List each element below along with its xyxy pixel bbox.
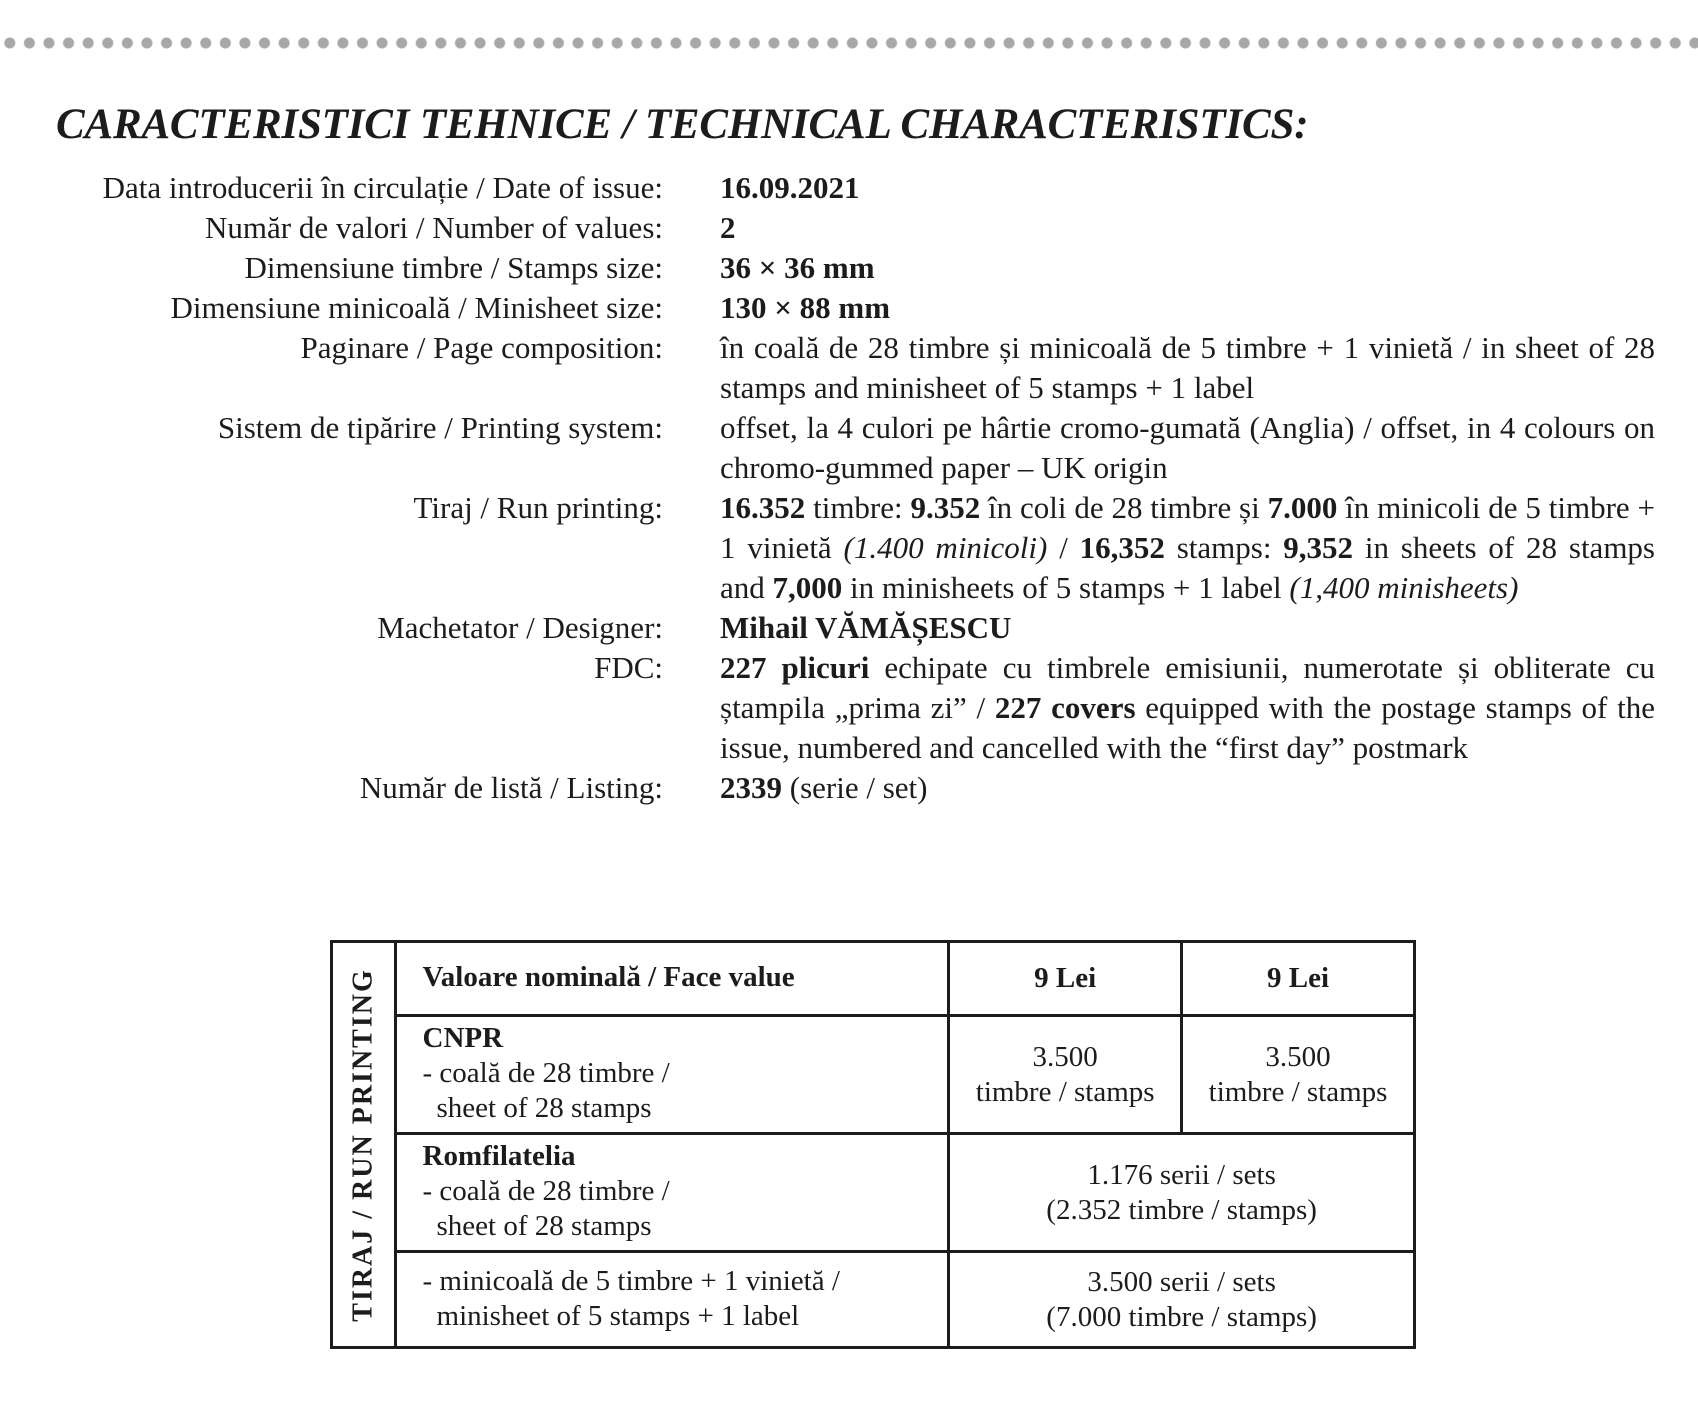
spec-label: Dimensiune timbre / Stamps size: <box>244 250 663 285</box>
cnpr-qty-1 <box>949 1016 1182 1134</box>
run-total-en: 16,352 <box>1079 530 1165 565</box>
run-printing-table <box>330 940 1416 1349</box>
spec-value: Mihail VĂMĂȘESCU <box>720 610 1012 645</box>
page-title: CARACTERISTICI TEHNICE / TECHNICAL CHARACTERISTICS: <box>56 101 1309 148</box>
listing-number: 2339 <box>720 770 782 805</box>
romfilatelia-name: Romfilatelia <box>422 1140 576 1172</box>
cnpr-name: CNPR <box>422 1022 504 1054</box>
spec-label: Număr de listă / Listing: <box>359 770 663 805</box>
spec-value: 2 <box>720 210 736 245</box>
side-label-cell <box>332 942 396 1348</box>
face-value-1: 9 Lei <box>949 942 1182 1016</box>
spec-value: în coală de 28 timbre și minicoală de 5 timbre + 1 vinietă / in sheet of 28 stamps and minisheet of 5 stamps + 1 label <box>720 330 1655 405</box>
romfilatelia-line1: - coală de 28 timbre / <box>422 1175 670 1207</box>
run-text: în minicoli de 5 timbre + 1 vinietă <box>720 490 1655 565</box>
spec-label: Machetator / Designer: <box>377 610 663 645</box>
run-minisheets-en: 7,000 <box>772 570 843 605</box>
minisheet-description <box>395 1252 949 1348</box>
run-text: stamps: <box>1164 530 1284 565</box>
run-sheets-ro: 9.352 <box>910 490 981 525</box>
minisheet-qty <box>949 1252 1415 1348</box>
spec-row-listing <box>0 768 1698 808</box>
run-text: in minisheets of 5 stamps + 1 label <box>842 570 1290 605</box>
spec-value <box>720 648 1655 768</box>
romfilatelia-qty <box>949 1134 1415 1252</box>
specs-list <box>0 168 1698 808</box>
spec-label: Sistem de tipărire / Printing system: <box>217 410 663 445</box>
qty-count: 3.500 <box>1265 1040 1331 1073</box>
run-minisheet-count-en: (1,400 minisheets) <box>1289 570 1519 605</box>
listing-suffix: (serie / set) <box>782 770 928 805</box>
dotted-separator <box>0 36 1698 50</box>
fdc-count-ro: 227 plicuri <box>720 650 870 685</box>
spec-label: Data introducerii în circulație / Date of issue: <box>102 170 663 205</box>
spec-row-fdc <box>0 648 1698 768</box>
qty-stamps: (2.352 timbre / stamps) <box>1046 1193 1317 1226</box>
cnpr-qty-2 <box>1182 1016 1415 1134</box>
romfilatelia-description <box>395 1134 949 1252</box>
spec-value <box>720 768 1655 808</box>
spec-label: Dimensiune minicoală / Minisheet size: <box>170 290 663 325</box>
table-row <box>332 1252 1415 1348</box>
face-value-2: 9 Lei <box>1182 942 1415 1016</box>
qty-count: 3.500 <box>1032 1040 1098 1073</box>
run-minisheets-ro: 7.000 <box>1267 490 1338 525</box>
qty-unit: timbre / stamps <box>975 1075 1155 1108</box>
qty-sets: 1.176 serii / sets <box>1087 1158 1276 1191</box>
table-row <box>332 1016 1415 1134</box>
spec-label: Număr de valori / Number of values: <box>205 210 663 245</box>
face-value-header: Valoare nominală / Face value <box>395 942 949 1016</box>
cnpr-line2: sheet of 28 stamps <box>436 1092 652 1124</box>
spec-value: offset, la 4 culori pe hârtie cromo-gumată (Anglia) / offset, in 4 colours on chromo-gummed paper – UK origin <box>720 410 1655 485</box>
spec-row-date <box>0 168 1698 208</box>
side-label: TIRAJ / RUN PRINTING <box>347 967 379 1322</box>
spec-label: Tiraj / Run printing: <box>413 490 663 525</box>
run-sheets-en: 9,352 <box>1283 530 1354 565</box>
qty-unit: timbre / stamps <box>1208 1075 1388 1108</box>
run-text: / <box>1047 530 1080 565</box>
run-text: timbre: <box>805 490 911 525</box>
table-row <box>332 942 1415 1016</box>
cnpr-line1: - coală de 28 timbre / <box>422 1057 670 1089</box>
spec-row-designer <box>0 608 1698 648</box>
spec-label: Paginare / Page composition: <box>300 330 663 365</box>
run-total-ro: 16.352 <box>720 490 806 525</box>
fdc-text: echipate cu timbrele emisiunii, numerotate și obliterate cu ștampila „prima zi” / <box>720 650 1655 725</box>
qty-sets: 3.500 serii / sets <box>1087 1265 1276 1298</box>
spec-label: FDC: <box>594 650 663 685</box>
spec-value <box>720 488 1655 608</box>
spec-row-printing-system <box>0 408 1698 488</box>
spec-row-page-composition <box>0 328 1698 408</box>
spec-value: 36 × 36 mm <box>720 250 875 285</box>
spec-value: 130 × 88 mm <box>720 290 891 325</box>
minisheet-line1: - minicoală de 5 timbre + 1 vinietă / <box>422 1264 840 1297</box>
table-row <box>332 1134 1415 1252</box>
run-text: în coli de 28 timbre și <box>980 490 1268 525</box>
spec-value: 16.09.2021 <box>720 170 860 205</box>
spec-row-stamp-size <box>0 248 1698 288</box>
fdc-text: equipped with the postage stamps of the issue, numbered and cancelled with the “first day” postmark <box>720 690 1655 765</box>
fdc-count-en: 227 covers <box>994 690 1136 725</box>
romfilatelia-line2: sheet of 28 stamps <box>436 1210 652 1242</box>
run-minisheet-count-ro: (1.400 minicoli) <box>843 530 1048 565</box>
minisheet-line2: minisheet of 5 stamps + 1 label <box>436 1299 800 1332</box>
spec-row-run-printing <box>0 488 1698 608</box>
spec-row-values <box>0 208 1698 248</box>
qty-stamps: (7.000 timbre / stamps) <box>1046 1300 1317 1333</box>
spec-row-minisheet-size <box>0 288 1698 328</box>
cnpr-description <box>395 1016 949 1134</box>
run-text: in sheets of 28 stamps and <box>720 530 1655 605</box>
